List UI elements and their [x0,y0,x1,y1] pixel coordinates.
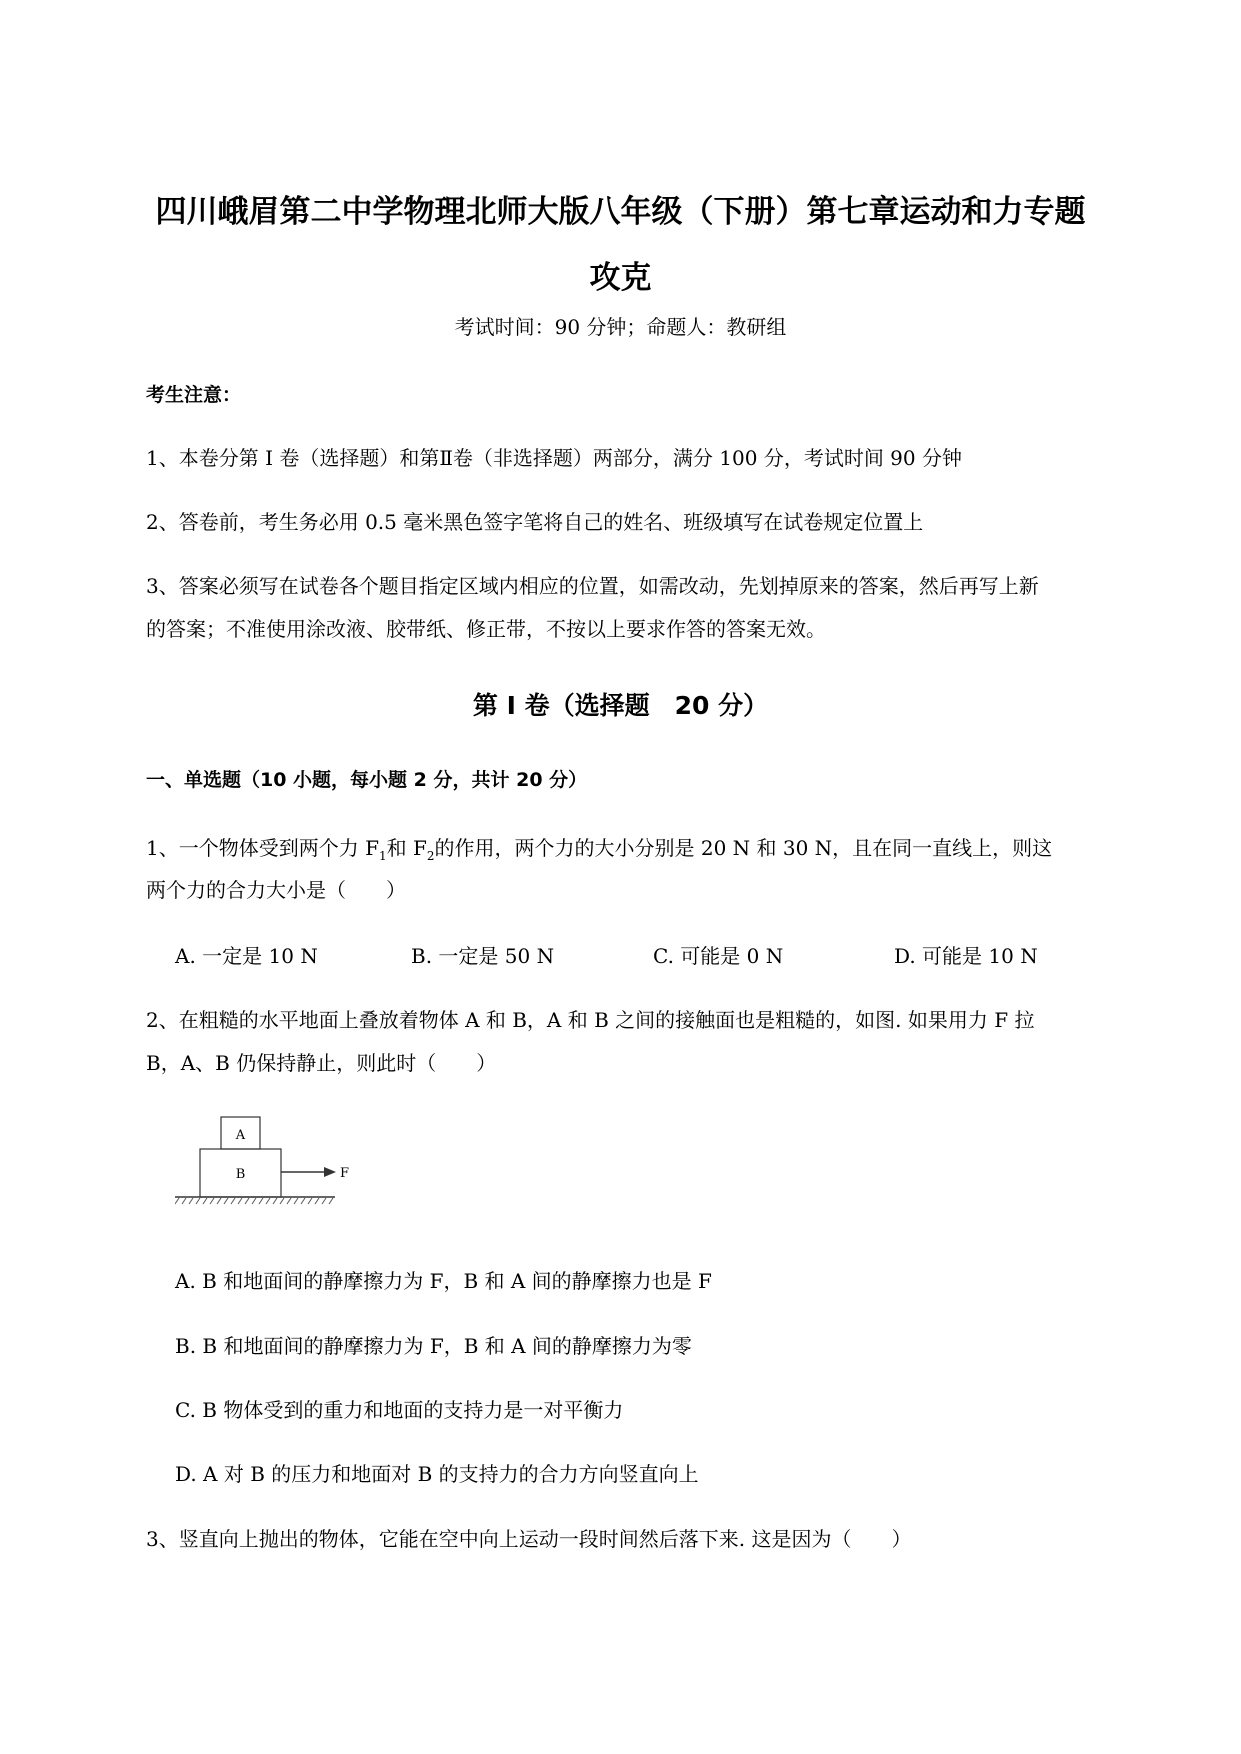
notice-item-1: 1、本卷分第 I 卷（选择题）和第Ⅱ卷（非选择题）两部分，满分 100 分，考试时间 90 分钟 [146,446,962,470]
page-title-line2: 攻克 [589,260,652,296]
q2-option-a[interactable]: A. B 和地面间的静摩擦力为 F，B 和 A 间的静摩擦力也是 F [175,1269,712,1293]
page-title-line1: 四川峨眉第二中学物理北师大版八年级（下册）第七章运动和力专题 [155,194,1086,230]
block-diagram [175,1112,355,1220]
question-2-line2: B，A、B 仍保持静止，则此时（ ） [146,1051,497,1075]
q1-text-b: 和 F [386,836,427,860]
label-b: B [235,1167,246,1182]
q1-option-c[interactable]: C. 可能是 0 N [653,944,784,968]
question-1-line2: 两个力的合力大小是（ ） [146,878,406,902]
q2-option-b[interactable]: B. B 和地面间的静摩擦力为 F，B 和 A 间的静摩擦力为零 [175,1334,692,1358]
q1-text-c: 的作用，两个力的大小分别是 20 N 和 30 N，且在同一直线上，则这 [434,836,1053,860]
notice-item-2: 2、答卷前，考生务必用 0.5 毫米黑色签字笔将自己的姓名、班级填写在试卷规定位置上 [146,510,924,534]
q1-text-a: 1、一个物体受到两个力 F [146,836,379,860]
part-heading: 一、单选题（10 小题，每小题 2 分，共计 20 分） [146,769,588,791]
notice-item-3-line1: 3、答案必须写在试卷各个题目指定区域内相应的位置，如需改动，先划掉原来的答案，然后再写上新 [146,574,1039,598]
ground-hatch [175,1198,333,1204]
q2-option-d[interactable]: D. A 对 B 的压力和地面对 B 的支持力的合力方向竖直向上 [175,1462,699,1486]
q1-sub-2: 2 [426,849,435,863]
question-2-line1: 2、在粗糙的水平地面上叠放着物体 A 和 B，A 和 B 之间的接触面也是粗糙的，如图. 如果用力 F 拉 [146,1008,1035,1032]
label-f: F [340,1166,350,1181]
q2-option-c[interactable]: C. B 物体受到的重力和地面的支持力是一对平衡力 [175,1398,624,1422]
section-title: 第 I 卷（选择题 20 分） [472,691,769,720]
force-arrow-head [324,1167,336,1177]
label-a: A [235,1128,246,1143]
exam-info: 考试时间：90 分钟；命题人：教研组 [454,315,787,339]
q1-option-a[interactable]: A. 一定是 10 N [175,944,318,968]
question-3-line1: 3、竖直向上抛出的物体，它能在空中向上运动一段时间然后落下来. 这是因为（ ） [146,1527,912,1551]
notice-item-3-line2: 的答案；不准使用涂改液、胶带纸、修正带，不按以上要求作答的答案无效。 [146,617,826,641]
q1-option-d[interactable]: D. 可能是 10 N [894,944,1038,968]
q1-sub-1: 1 [378,849,387,863]
question-1-line1 [146,832,1052,863]
q1-option-b[interactable]: B. 一定是 50 N [411,944,555,968]
notice-heading: 考生注意： [146,384,242,406]
